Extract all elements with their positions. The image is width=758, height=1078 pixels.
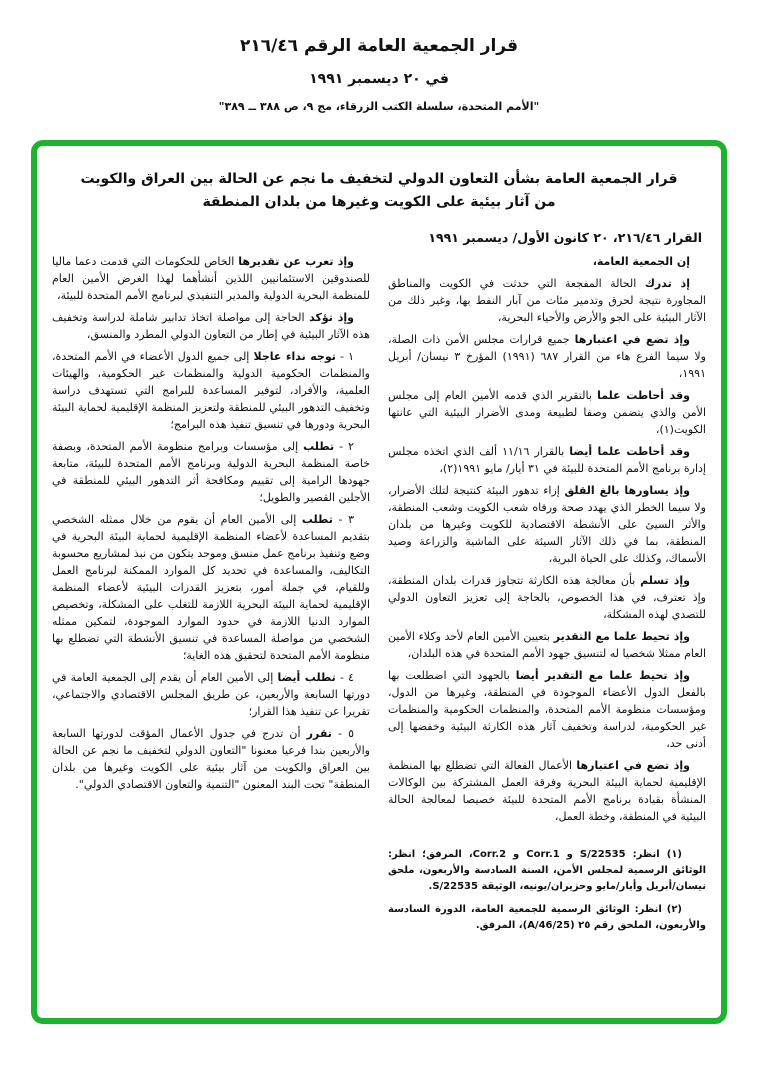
body-columns: [52, 253, 706, 941]
paragraph: [52, 669, 370, 720]
paragraph: [388, 253, 706, 270]
paragraph: [388, 667, 706, 752]
paragraph-text: إلى مؤسسات وبرامج منظومة الأمم المتحدة، وبصفة خاصة المنظمة البحرية الدولية وبرنامج الأمم المتحدة للبيئة، متابعة جهودها الرامية إلى تقييم ومكافحة أثر التدهور البيئي للمنطقة في الأجلين القصير والطويل؛: [52, 440, 370, 505]
paragraph: [388, 482, 706, 567]
paragraph-lead: وإذ تضع في اعتبارها: [574, 333, 690, 347]
document-title: قرار الجمعية العامة الرقم ٢١٦/٤٦: [239, 36, 519, 56]
paragraph: [388, 757, 706, 825]
paragraph-lead: وإذ تسلم: [640, 574, 690, 588]
paragraph-text: أن تدرج في جدول الأعمال المؤقت لدورتها السابعة والأربعين بندا فرعيا معنونا "التعاون الدولي لتخفيف ما نجم عن الحالة بين العراق والكويت من آثار بيئية على الكويت وغيرها من بلدان المنطقة" تحت البند المعنون "التنمية والتعاون الاقتصادي الدولي".: [52, 727, 370, 792]
paragraph: [52, 511, 370, 664]
column-left-paragraphs: [52, 253, 370, 793]
paragraph-lead: وإذ تحيط علما مع التقدير: [553, 630, 691, 644]
paragraph-number: ٣ -: [338, 513, 355, 527]
paragraph: [388, 331, 706, 382]
paragraph-lead: وإذ تضع في اعتبارها: [576, 759, 691, 773]
column-right-paragraphs: [388, 253, 706, 825]
paragraph: [388, 572, 706, 623]
paragraph-text: الخاص للحكومات التي قدمت دعما ماليا للصندوقين الاستئمانيين اللذين أنشأهما لهذا الغرض الأمين العام للمنظمة البحرية الدولية والمدير التنفيذي لبرنامج الأمم المتحدة للبيئة،: [52, 255, 370, 303]
paragraph: [52, 348, 370, 433]
paragraph: [388, 628, 706, 662]
column-right: [388, 253, 706, 941]
paragraph-number: ٤ -: [339, 671, 355, 685]
paragraph-text: بتعيين الأمين العام لأحد وكلاء الأمين العام ممثلا شخصيا له لتنسيق جهود الأمم المتحدة في هذه البلدان،: [388, 630, 706, 661]
footnote-text: انظر: الوثائق الرسمية للجمعية العامة، الدورة السادسة والأربعون، الملحق رقم ٢٥ (A/46/25)، المرفق.: [388, 904, 706, 932]
document-date: في ٢٠ ديسمبر ١٩٩١: [309, 71, 449, 87]
paragraph: [52, 309, 370, 343]
paragraph-text: إلى الأمين العام أن يقدم إلى الجمعية العامة في دورتها السابعة والأربعين، عن طريق المجلس الاقتصادي والاجتماعي، تقريرا عن تنفيذ هذا القرار؛: [52, 671, 370, 719]
paragraph-text: بأن معالجة هذه الكارثة تتجاوز قدرات بلدان المنطقة، وإذ تعترف، في هذا الخصوص، بالحاجة إلى تعزيز التعاون الدولي للتصدي لهذه المشكلة،: [388, 574, 706, 622]
resolution-title: قرار الجمعية العامة بشأن التعاون الدولي لتخفيف ما نجم عن الحالة بين العراق والكويت من آثار بيئية على الكويت وغيرها من بلدان المنطقة: [80, 171, 678, 211]
footnotes: [388, 847, 706, 934]
paragraph-lead: توجه نداء عاجلا: [253, 350, 336, 364]
paragraph: [388, 387, 706, 438]
resolution-box: [31, 140, 727, 1024]
paragraph-number: ١ -: [340, 350, 355, 364]
paragraph: [388, 443, 706, 477]
paragraph-lead: وإذ يساورها بالغ القلق: [564, 484, 690, 498]
paragraph: [52, 438, 370, 506]
paragraph-lead: وإذ تحيط علما مع التقدير أيضا: [515, 669, 690, 683]
footnote-item: [388, 902, 706, 934]
paragraph: [52, 725, 370, 793]
paragraph-lead: إن الجمعية العامة،: [592, 255, 690, 269]
paragraph: [52, 253, 370, 304]
paragraph-text: إلى الأمين العام أن يقوم من خلال ممثله الشخصي بتقديم المساعدة لأعضاء المنظمة الإقليمية لحماية البيئة البحرية في وضع وتنفيذ برنامج عمل منسق وموحد يتكون من نبذ لمشاريع محسوبة التكاليف، والمساعدة في تحديد كل الموارد الممكنة لبرنامج العمل وللقيام، في جملة أمور، بتعزيز القدرات البيئية لأعضاء المنظمة الإقليمية لحماية البيئة البحرية اللازمة للتغلب على المشكلة، وتخصيص الموارد الدنيا اللازمة في حدود الموارد الموجودة، لتمكين ممثله الشخصي من مواصلة المساعدة في تنسيق الأنشطة التي تضطلع بها منظومة الأمم المتحدة لتحقيق هذه الغاية؛: [52, 513, 370, 663]
paragraph-lead: وقد أحاطت علما أيضا: [569, 445, 690, 459]
paragraph-lead: تطلب: [303, 440, 335, 454]
footnote-marker: (١): [666, 849, 682, 861]
column-left: [52, 253, 370, 941]
document-source-citation: "الأمم المتحدة، سلسلة الكتب الزرقاء، مج ٩، ص ٣٨٨ ــ ٣٨٩": [218, 100, 540, 113]
footnote-item: [388, 847, 706, 895]
resolution-date-line: القرار ٢١٦/٤٦، ٢٠ كانون الأول/ ديسمبر ١٩٩١: [428, 230, 702, 246]
paragraph-number: ٥ -: [338, 727, 355, 741]
footnote-marker: (٢): [666, 904, 682, 916]
paragraph-lead: وقد أحاطت علما: [597, 389, 690, 403]
paragraph-number: ٢ -: [339, 440, 354, 454]
paragraph-text: الحاجة إلى مواصلة اتخاذ تدابير شاملة لدراسة وتخفيف هذه الآثار البيئية في إطار من التعاون الدولي المطرد والمنسق،: [52, 311, 370, 342]
paragraph-lead: تطلب أيضا: [277, 671, 336, 685]
paragraph-lead: وإذ تؤكد: [309, 311, 354, 325]
paragraph: [388, 275, 706, 326]
paragraph-text: بالقرار ١١/١٦ ألف الذي اتخذه مجلس إدارة برنامج الأمم المتحدة للبيئة في ٣١ أيار/ مايو ١٩٩١(٢)،: [388, 445, 706, 476]
paragraph-text: بالجهود التي اضطلعت بها بالفعل الدول الأعضاء الموجودة في المنطقة، وغيرها من الدول، ومؤسسات منظومة الأمم المتحدة، والمنظمات الحكومية والمنظمات غير الحكومية، لدراسة وتخفيف آثار هذه الكارثة البيئية وخفضها إلى أدنى حد،: [388, 669, 706, 751]
paragraph-text: إلى جميع الدول الأعضاء في الأمم المتحدة، والمنظمات الحكومية الدولية والمنظمات غير الحكومية، والهيئات العلمية، والأفراد، لتوفير المساعدة للبرامج التي تستهدف دراسة وتخفيف التدهور البيئي للمنطقة ولتعزيز المنظمة الإقليمية لحماية البيئة البحرية ودورها في تنسيق تنفيذ هذه البرامج؛: [52, 350, 370, 432]
paragraph-text: الأعمال الفعالة التي تضطلع بها المنظمة الإقليمية لحماية البيئة البحرية وفرقة العمل المشتركة بين الوكالات المنشأة بقيادة برنامج الأمم المتحدة للبيئة خصيصا لمعالجة الحالة البيئية في المنطقة، وخطة العمل،: [388, 759, 706, 824]
paragraph-lead: تقرر: [306, 727, 332, 741]
paragraph-text: جميع قرارات مجلس الأمن ذات الصلة، ولا سيما الفرع هاء من القرار ٦٨٧ (١٩٩١) المؤرخ ٣ نيسان/ أبريل ١٩٩١،: [388, 333, 706, 381]
paragraph-lead: وإذ تعرب عن تقديرها: [238, 255, 354, 269]
paragraph-text: الحالة المفجعة التي حدثت في الكويت والمناطق المجاورة نتيجة لحرق وتدمير مئات من آبار النفط بها، وغير ذلك من الآثار البيئية على الجو والأرض والأحياء البحرية،: [388, 277, 706, 325]
footnote-text: انظر: S/22535 و Corr.1 و Corr.2، المرفق؛ انظر: الوثائق الرسمية لمجلس الأمن، السنة السادسة والأربعون، ملحق نيسان/أبريل وأيار/مايو وحزيران/يونيه، الوثيقة S/22535.: [388, 849, 706, 893]
paragraph-text: بالتقرير الذي قدمه الأمين العام إلى مجلس الأمن والذي يتضمن وصفا لطبيعة ومدى الأضرار البيئية التي عانتها الكويت(١)،: [388, 389, 706, 437]
paragraph-text: إزاء تدهور البيئة كنتيجة لتلك الأضرار، ولا سيما الخطر الذي يهدد صحة ورفاه شعب الكويت وشعب المنطقة، والأثر السيئ على الأنشطة الاقتصادية للكويت وغيرها من بلدان المنطقة، بما في ذلك الآثار السيئة على الماشية والزراعة وصيد الأسماك، وكذلك على الحياة البرية،: [388, 484, 706, 566]
paragraph-lead: إذ تدرك: [644, 277, 690, 291]
paragraph-lead: تطلب: [301, 513, 333, 527]
page-header: [0, 0, 758, 113]
